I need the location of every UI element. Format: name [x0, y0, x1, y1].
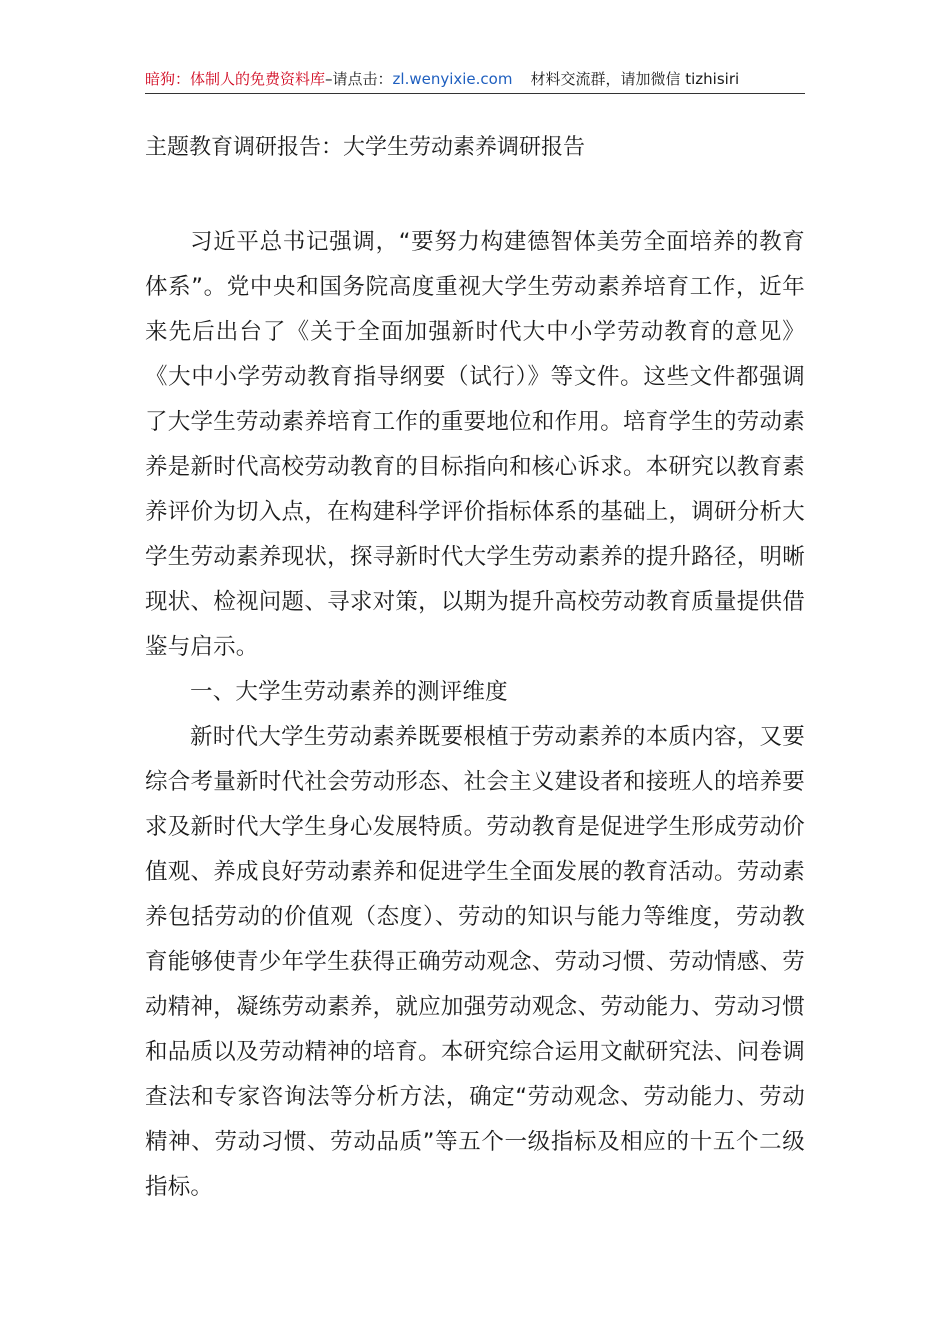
document-title: 主题教育调研报告：大学生劳动素养调研报告 — [145, 135, 586, 160]
header-prompt: –请点击： — [325, 70, 393, 88]
header-brand: 暗狗：体制人的免费资料库 — [145, 70, 326, 88]
paragraph-section-1: 新时代大学生劳动素养既要根植于劳动素养的本质内容，又要综合考量新时代社会劳动形态、社会主义建设者和接班人的培养要求及新时代大学生身心发展特质。劳动教育是促进学生形成劳动价值观、养成良好劳动素养和促进学生全面发展的教育活动。劳动素养包括劳动的价值观（态度）、劳动的知识与能力等维度，劳动教育能够使青少年学生获得正确劳动观念、劳动习惯、劳动情感、劳动精神，凝练劳动素养，就应加强劳动观念、劳动能力、劳动习惯和品质以及劳动精神的培育。本研究综合运用文献研究法、问卷调查法和专家咨询法等分析方法，确定“劳动观念、劳动能力、劳动精神、劳动习惯、劳动品质”等五个一级指标及相应的十五个二级指标。 — [145, 724, 805, 1200]
header-divider — [145, 93, 805, 94]
header-group-note: 材料交流群，请加微信 tizhisiri — [530, 70, 740, 88]
page-header — [145, 68, 805, 90]
document-body — [145, 220, 805, 1210]
section-heading-1: 一、大学生劳动素养的测评维度 — [190, 679, 508, 705]
header-url-link[interactable]: zl.wenyixie.com — [392, 70, 513, 88]
paragraph-intro: 习近平总书记强调，“要努力构建德智体美劳全面培养的教育体系”。党中央和国务院高度重视大学生劳动素养培育工作，近年来先后出台了《关于全面加强新时代大中小学劳动教育的意见》《大中小学劳动教育指导纲要（试行）》等文件。这些文件都强调了大学生劳动素养培育工作的重要地位和作用。培育学生的劳动素养是新时代高校劳动教育的目标指向和核心诉求。本研究以教育素养评价为切入点，在构建科学评价指标体系的基础上，调研分析大学生劳动素养现状，探寻新时代大学生劳动素养的提升路径，明晰现状、检视问题、寻求对策，以期为提升高校劳动教育质量提供借鉴与启示。 — [145, 229, 805, 660]
